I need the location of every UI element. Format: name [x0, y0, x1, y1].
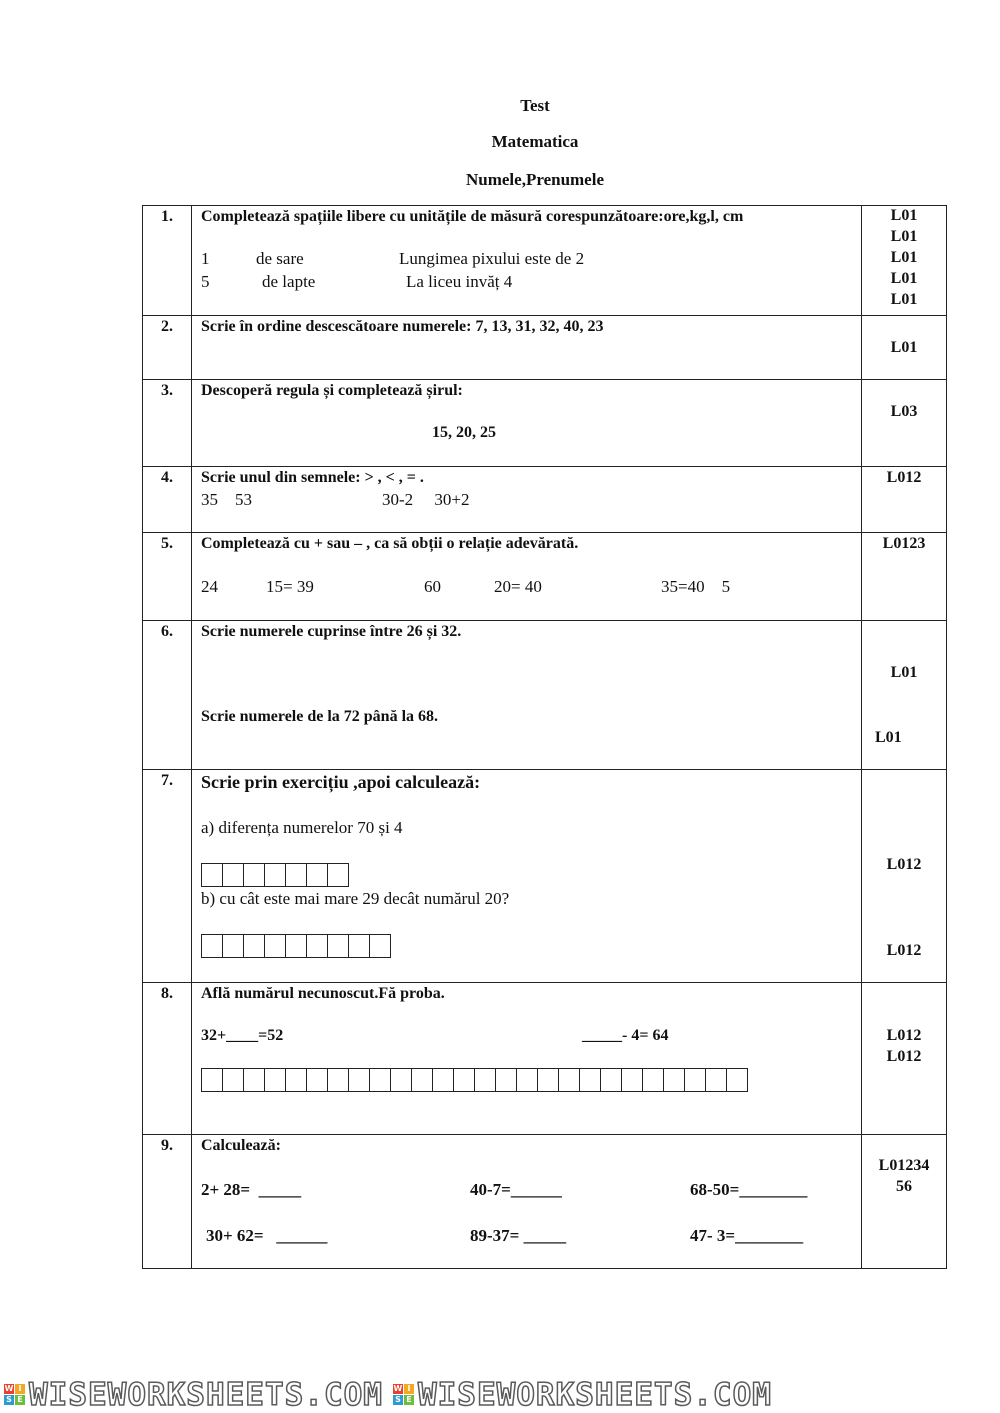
code: L012	[886, 942, 922, 959]
code-cell	[861, 533, 946, 621]
code: L01	[890, 249, 918, 266]
operand: 35=40 5	[661, 577, 731, 596]
code: L012	[886, 1027, 922, 1044]
exercise-number: 9.	[143, 1135, 192, 1268]
answer-boxes[interactable]	[201, 863, 349, 887]
answer-box[interactable]	[349, 1068, 370, 1092]
instruction: Completează cu + sau – , ca să obții o relație adevărată.	[201, 535, 579, 552]
answer-boxes[interactable]	[201, 934, 391, 958]
answer-box[interactable]	[349, 934, 370, 958]
answer-box[interactable]	[223, 863, 244, 887]
answer-box[interactable]	[307, 863, 328, 887]
part-b: b) cu cât este mai mare 29 decât numărul 20?	[201, 889, 510, 908]
answer-box[interactable]	[328, 934, 349, 958]
answer-box[interactable]	[286, 863, 307, 887]
answer-box[interactable]	[286, 934, 307, 958]
answer-box[interactable]	[202, 863, 223, 887]
answer-box[interactable]	[727, 1068, 748, 1092]
exercise-row-5	[142, 532, 947, 621]
exercise-row-3	[142, 379, 947, 467]
answer-box[interactable]	[265, 934, 286, 958]
exercise-number: 3.	[143, 380, 192, 467]
exercise: 40-7=______	[470, 1180, 562, 1199]
exercise-row-9	[142, 1134, 947, 1269]
instruction: Completează spațiile libere cu unitățile de măsură corespunzătoare:ore,kg,l, cm	[201, 208, 744, 225]
answer-box[interactable]	[517, 1068, 538, 1092]
answer-box[interactable]	[454, 1068, 475, 1092]
instruction: Scrie numerele cuprinse între 26 și 32.	[201, 623, 462, 640]
code: L01	[890, 228, 918, 245]
answer-box[interactable]	[223, 934, 244, 958]
code: L01	[890, 291, 918, 308]
answer-box[interactable]	[391, 1068, 412, 1092]
name-label: Numele,Prenumele	[465, 170, 604, 189]
code-cell	[861, 983, 946, 1135]
sequence: 15, 20, 25	[432, 424, 496, 441]
item-text: 5	[201, 272, 210, 291]
instruction-2: Scrie numerele de la 72 până la 68.	[201, 708, 439, 725]
exercise-number: 1.	[143, 206, 192, 316]
code-cell	[861, 621, 946, 770]
instruction: Descoperă regula și completează șirul:	[201, 382, 463, 399]
exercise: 30+ 62= ______	[206, 1226, 328, 1245]
exercise-row-7	[142, 769, 947, 983]
code: L01234	[878, 1157, 930, 1174]
comparison: 30-2 30+2	[382, 490, 470, 509]
item-text: Lungimea pixului este de 2	[399, 249, 585, 268]
answer-box[interactable]	[601, 1068, 622, 1092]
exercise-row-2	[142, 315, 947, 380]
code-cell	[861, 206, 946, 316]
brand-logo-icon: W I S E	[393, 1384, 414, 1405]
answer-box[interactable]	[244, 934, 265, 958]
item-text: de lapte	[262, 272, 316, 291]
answer-box[interactable]	[412, 1068, 433, 1092]
answer-box[interactable]	[328, 863, 349, 887]
answer-box[interactable]	[559, 1068, 580, 1092]
exercise: 47- 3=________	[690, 1226, 804, 1245]
exercise-number: 7.	[143, 770, 192, 983]
answer-box[interactable]	[433, 1068, 454, 1092]
title: Test	[520, 96, 550, 115]
answer-box[interactable]	[286, 1068, 307, 1092]
code: L0123	[882, 535, 926, 552]
code-cell	[861, 380, 946, 467]
code-cell	[861, 316, 946, 380]
item-text: 1	[201, 249, 210, 268]
code: 56	[896, 1178, 912, 1195]
code: L01	[890, 270, 918, 287]
answer-box[interactable]	[370, 1068, 391, 1092]
exercise-number: 8.	[143, 983, 192, 1135]
code-cell	[861, 770, 946, 983]
answer-box[interactable]	[307, 934, 328, 958]
answer-box[interactable]	[265, 1068, 286, 1092]
code: L01	[890, 664, 918, 681]
subject: Matematica	[491, 132, 579, 151]
instruction: Scrie prin exercițiu ,apoi calculează:	[201, 772, 481, 792]
exercise-number: 5.	[143, 533, 192, 621]
answer-box[interactable]	[202, 934, 223, 958]
exercise-row-1	[142, 205, 947, 316]
answer-box[interactable]	[370, 934, 391, 958]
answer-box[interactable]	[223, 1068, 244, 1092]
instruction: Scrie unul din semnele: > , < , = .	[201, 469, 424, 486]
answer-box[interactable]	[538, 1068, 559, 1092]
exercise-row-6	[142, 620, 947, 770]
instruction: Calculează:	[201, 1137, 281, 1154]
answer-box[interactable]	[643, 1068, 664, 1092]
item-text: La liceu invăț 4	[406, 272, 513, 291]
exercise-row-4	[142, 466, 947, 533]
exercise: 2+ 28= _____	[201, 1180, 302, 1199]
brand-logo-icon: W I S E	[4, 1384, 25, 1405]
code: L012	[886, 469, 922, 486]
answer-box[interactable]	[307, 1068, 328, 1092]
exercise-row-8	[142, 982, 947, 1135]
brand-text: WISEWORKSHEETS.COM	[29, 1376, 383, 1413]
exercise: 68-50=________	[690, 1180, 808, 1199]
answer-box[interactable]	[685, 1068, 706, 1092]
answer-box[interactable]	[580, 1068, 601, 1092]
code: L012	[886, 1048, 922, 1065]
equation: _____- 4= 64	[582, 1027, 669, 1044]
instruction: Află numărul necunoscut.Fă proba.	[201, 985, 445, 1002]
exercise: 89-37= _____	[470, 1226, 567, 1245]
exercise-number: 4.	[143, 467, 192, 533]
exercise-number: 2.	[143, 316, 192, 380]
operand: 60	[424, 577, 441, 596]
operand: 20= 40	[494, 577, 542, 596]
answer-boxes[interactable]	[201, 1068, 748, 1092]
answer-box[interactable]	[496, 1068, 517, 1092]
comparison: 35 53	[201, 490, 252, 509]
answer-box[interactable]	[244, 1068, 265, 1092]
brand-text: WISEWORKSHEETS.COM	[417, 1376, 772, 1413]
code: L01	[875, 729, 902, 746]
part-a: a) diferența numerelor 70 și 4	[201, 818, 403, 837]
operand: 15= 39	[266, 577, 314, 596]
code: L012	[886, 856, 922, 873]
equation: 32+____=52	[201, 1027, 284, 1044]
answer-box[interactable]	[244, 863, 265, 887]
code-cell	[861, 467, 946, 533]
code-cell	[861, 1135, 946, 1268]
item-text: de sare	[256, 249, 304, 268]
code: L03	[890, 403, 918, 420]
exercise-number: 6.	[143, 621, 192, 770]
answer-box[interactable]	[475, 1068, 496, 1092]
answer-box[interactable]	[622, 1068, 643, 1092]
code: L01	[890, 207, 918, 224]
answer-box[interactable]	[265, 863, 286, 887]
answer-box[interactable]	[328, 1068, 349, 1092]
answer-box[interactable]	[664, 1068, 685, 1092]
answer-box[interactable]	[706, 1068, 727, 1092]
instruction: Scrie în ordine descescătoare numerele: 7, 13, 31, 32, 40, 23	[201, 318, 604, 335]
answer-box[interactable]	[202, 1068, 223, 1092]
code: L01	[890, 339, 918, 356]
footer-watermark	[0, 1376, 1000, 1413]
operand: 24	[201, 577, 218, 596]
